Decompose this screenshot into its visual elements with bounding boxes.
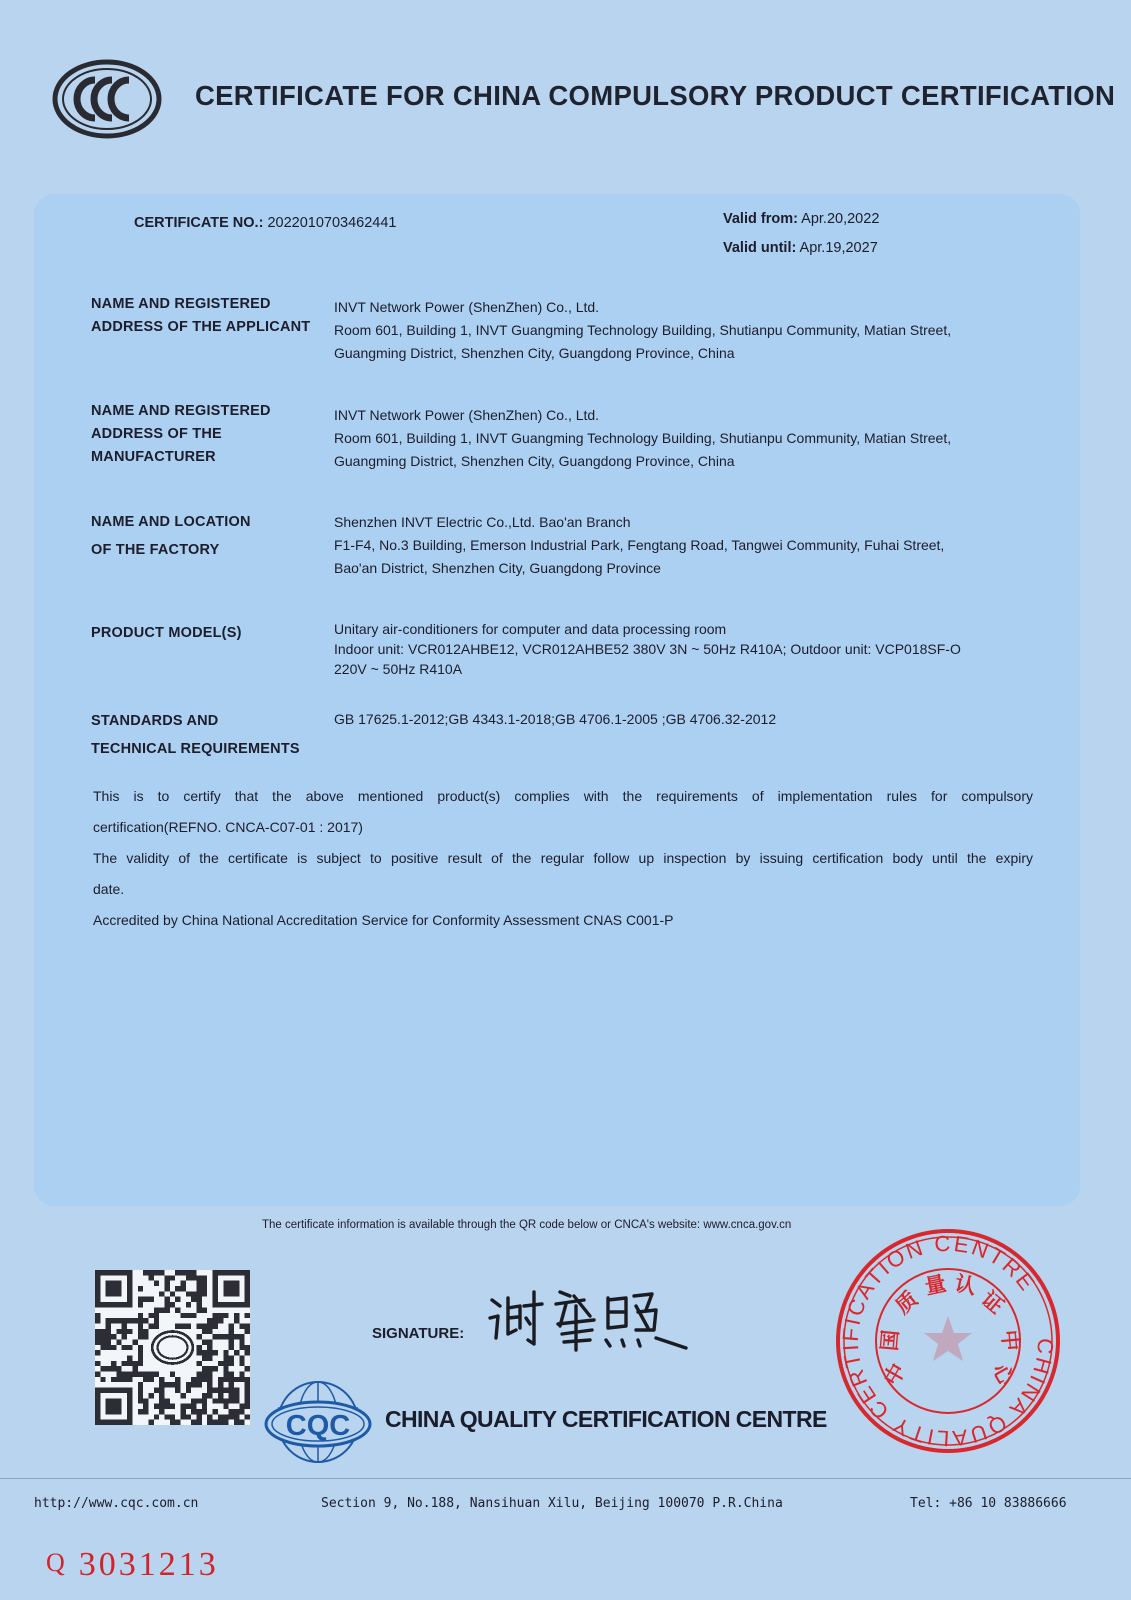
qr-code[interactable] — [95, 1270, 250, 1425]
factory-label: NAME AND LOCATION OF THE FACTORY — [91, 514, 251, 558]
manufacturer-label: NAME AND REGISTERED ADDRESS OF THE MANUFACTURER — [91, 403, 271, 465]
footer-divider — [0, 1478, 1131, 1479]
valid-from-label: Valid from: — [723, 211, 798, 227]
applicant-value: INVT Network Power (ShenZhen) Co., Ltd. Room 601, Building 1, INVT Guangming Technology Building, Shutianpu Community, Matian Street, Guangming District, Shenzhen City, Guangdong Province, China — [334, 299, 952, 361]
standards-label: STANDARDS AND TECHNICAL REQUIREMENTS — [91, 713, 300, 757]
qr-center-logo-icon — [152, 1331, 193, 1363]
certificate-number-value: 2022010703462441 — [267, 215, 397, 231]
seal-outer-text: CHINA QUALITY CERTIFICATION CENTRE — [837, 1230, 1059, 1452]
official-seal-stamp — [833, 1226, 1063, 1456]
valid-until — [723, 240, 878, 256]
valid-until-label: Valid until: — [723, 240, 797, 256]
serial-prefix: Q — [46, 1548, 65, 1577]
factory-value: Shenzhen INVT Electric Co.,Ltd. Bao'an Branch F1-F4, No.3 Building, Emerson Industrial Park, Fengtang Road, Tangwei Community, Fuhai Street, Bao'an District, Shenzhen City, Guangdong Province — [334, 514, 945, 576]
ccc-logo-icon — [52, 58, 164, 140]
product-model-label: PRODUCT MODEL(S) — [91, 625, 242, 641]
certificate-title: CERTIFICATE FOR CHINA COMPULSORY PRODUCT CERTIFICATION — [195, 80, 1116, 111]
footer-address: Section 9, No.188, Nansihuan Xilu, Beijing 100070 P.R.China — [321, 1496, 783, 1511]
serial-number — [46, 1546, 219, 1584]
applicant-label: NAME AND REGISTERED ADDRESS OF THE APPLICANT — [91, 296, 311, 335]
seal-inner-char: 认 — [952, 1271, 979, 1300]
seal-inner-char: 心 — [987, 1359, 1019, 1390]
cqc-logo-icon — [262, 1378, 374, 1466]
certificate-number-label: CERTIFICATE NO.: — [134, 215, 264, 231]
valid-until-value: Apr.19,2027 — [799, 240, 878, 256]
footer-telephone: Tel: +86 10 83886666 — [910, 1496, 1067, 1511]
signature-label: SIGNATURE: — [372, 1325, 465, 1342]
certificate-header — [52, 52, 1116, 142]
certification-statement: This is to certify that the above mentioned product(s) complies with the requirements of implementation rules for compulsory certification(REFNO. CNCA-C07-01 : 2017) The validity of the certificate is subject to positive result of the regular follow up inspection by issuing certification body until the expiry date. Accredited by China National Accreditation Service for Conformity Assessment CNAS C001-P — [93, 788, 1033, 928]
standards-value: GB 17625.1-2012;GB 4343.1-2018;GB 4706.1-2005 ;GB 4706.32-2012 — [334, 711, 777, 727]
svg-text:CQC: CQC — [285, 1410, 351, 1442]
seal-inner-char: 国 — [877, 1328, 903, 1352]
valid-from — [723, 211, 879, 227]
seal-inner-char: 质 — [890, 1286, 923, 1319]
certificate-number — [134, 215, 396, 231]
seal-inner-char: 中 — [997, 1328, 1023, 1352]
seal-inner-char: 量 — [922, 1271, 949, 1300]
serial-value: 3031213 — [78, 1546, 219, 1583]
product-model-value: Unitary air-conditioners for computer and data processing room Indoor unit: VCR012AHBE12, VCR012AHBE52 380V 3N ~ 50Hz R410A; Outdoor unit: VCP018SF-O 220V ~ 50Hz R410A — [334, 621, 961, 677]
seal-star-icon — [924, 1316, 972, 1361]
seal-inner-char: 中 — [879, 1359, 911, 1390]
footer-website-link[interactable]: http://www.cqc.com.cn — [34, 1496, 199, 1511]
handwritten-signature — [486, 1286, 696, 1356]
manufacturer-value: INVT Network Power (ShenZhen) Co., Ltd. Room 601, Building 1, INVT Guangming Technology Building, Shutianpu Community, Matian Street, Guangming District, Shenzhen City, Guangdong Province, China — [334, 407, 952, 469]
seal-inner-char: 证 — [976, 1286, 1009, 1319]
issuer-name: CHINA QUALITY CERTIFICATION CENTRE — [385, 1406, 827, 1432]
qr-code-note: The certificate information is available through the QR code below or CNCA's website: www.cnca.gov.cn — [262, 1219, 792, 1231]
valid-from-value: Apr.20,2022 — [801, 211, 880, 227]
